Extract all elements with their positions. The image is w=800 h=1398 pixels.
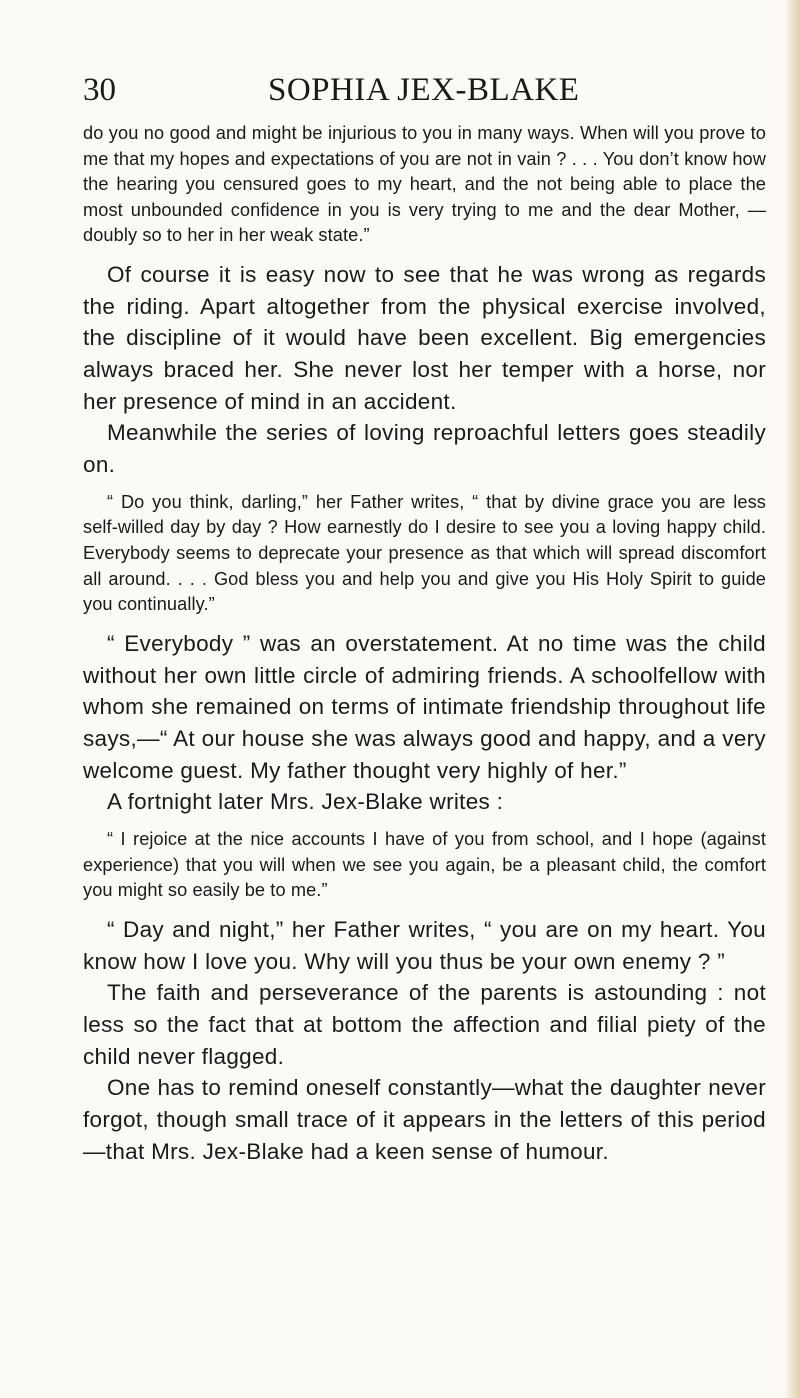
page-header xyxy=(83,70,723,110)
body-paragraph: “ Day and night,” her Father writes, “ you are on my heart. You know how I love you. Why will you thus be your own enemy ? ” xyxy=(83,916,766,974)
page-body xyxy=(83,121,766,1167)
page-edge-shadow xyxy=(784,0,800,1398)
body-paragraph: The faith and perseverance of the parents is astounding : not less so the fact that at bottom the affection and filial piety of the child never flagged. xyxy=(83,980,766,1069)
letter-quote: “ I rejoice at the nice accounts I have of you from school, and I hope (against experience) that you will when we see you again, be a pleasant child, the comfort you might so easily be to me.” xyxy=(83,829,766,901)
body-paragraph: Meanwhile the series of loving reproachful letters goes steadily on. xyxy=(83,420,766,478)
body-paragraph: A fortnight later Mrs. Jex-Blake writes : xyxy=(107,789,504,815)
body-paragraph: Of course it is easy now to see that he was wrong as regards the riding. Apart altogether from the physical exercise involved, the discipline of it would have been excellent. Big emergencies always braced her. She never lost her temper with a horse, nor her presence of mind in an accident. xyxy=(83,261,766,414)
page-number: 30 xyxy=(83,72,116,108)
body-paragraph: One has to remind oneself constantly—what the daughter never forgot, though small trace of it appears in the letters of this period—that Mrs. Jex-Blake had a keen sense of humour. xyxy=(83,1075,766,1164)
letter-quote: “ Do you think, darling,” her Father writes, “ that by divine grace you are less self-willed day by day ? How earnestly do I desire to see you a loving happy child. Everybody seems to deprecate your presence as that which will spread discomfort all around. . . . God bless you and help you and give you His Holy Spirit to guide you continually.” xyxy=(83,491,766,615)
body-paragraph: “ Everybody ” was an overstatement. At no time was the child without her own little circle of admiring friends. A schoolfellow with whom she remained on terms of intimate friendship throughout life says,—“ At our house she was always good and happy, and a very welcome guest. My father thought very highly of her.” xyxy=(83,630,766,783)
letter-quote-continued: do you no good and might be injurious to you in many ways. When will you prove to me that my hopes and expectations of you are not in vain ? . . . You don’t know how the hearing you censured goes to my heart, and the not being able to place the most unbounded confidence in you is very trying to me and the dear Mother, —doubly so to her in her weak state.” xyxy=(83,123,766,246)
running-head: SOPHIA JEX-BLAKE xyxy=(268,72,580,108)
